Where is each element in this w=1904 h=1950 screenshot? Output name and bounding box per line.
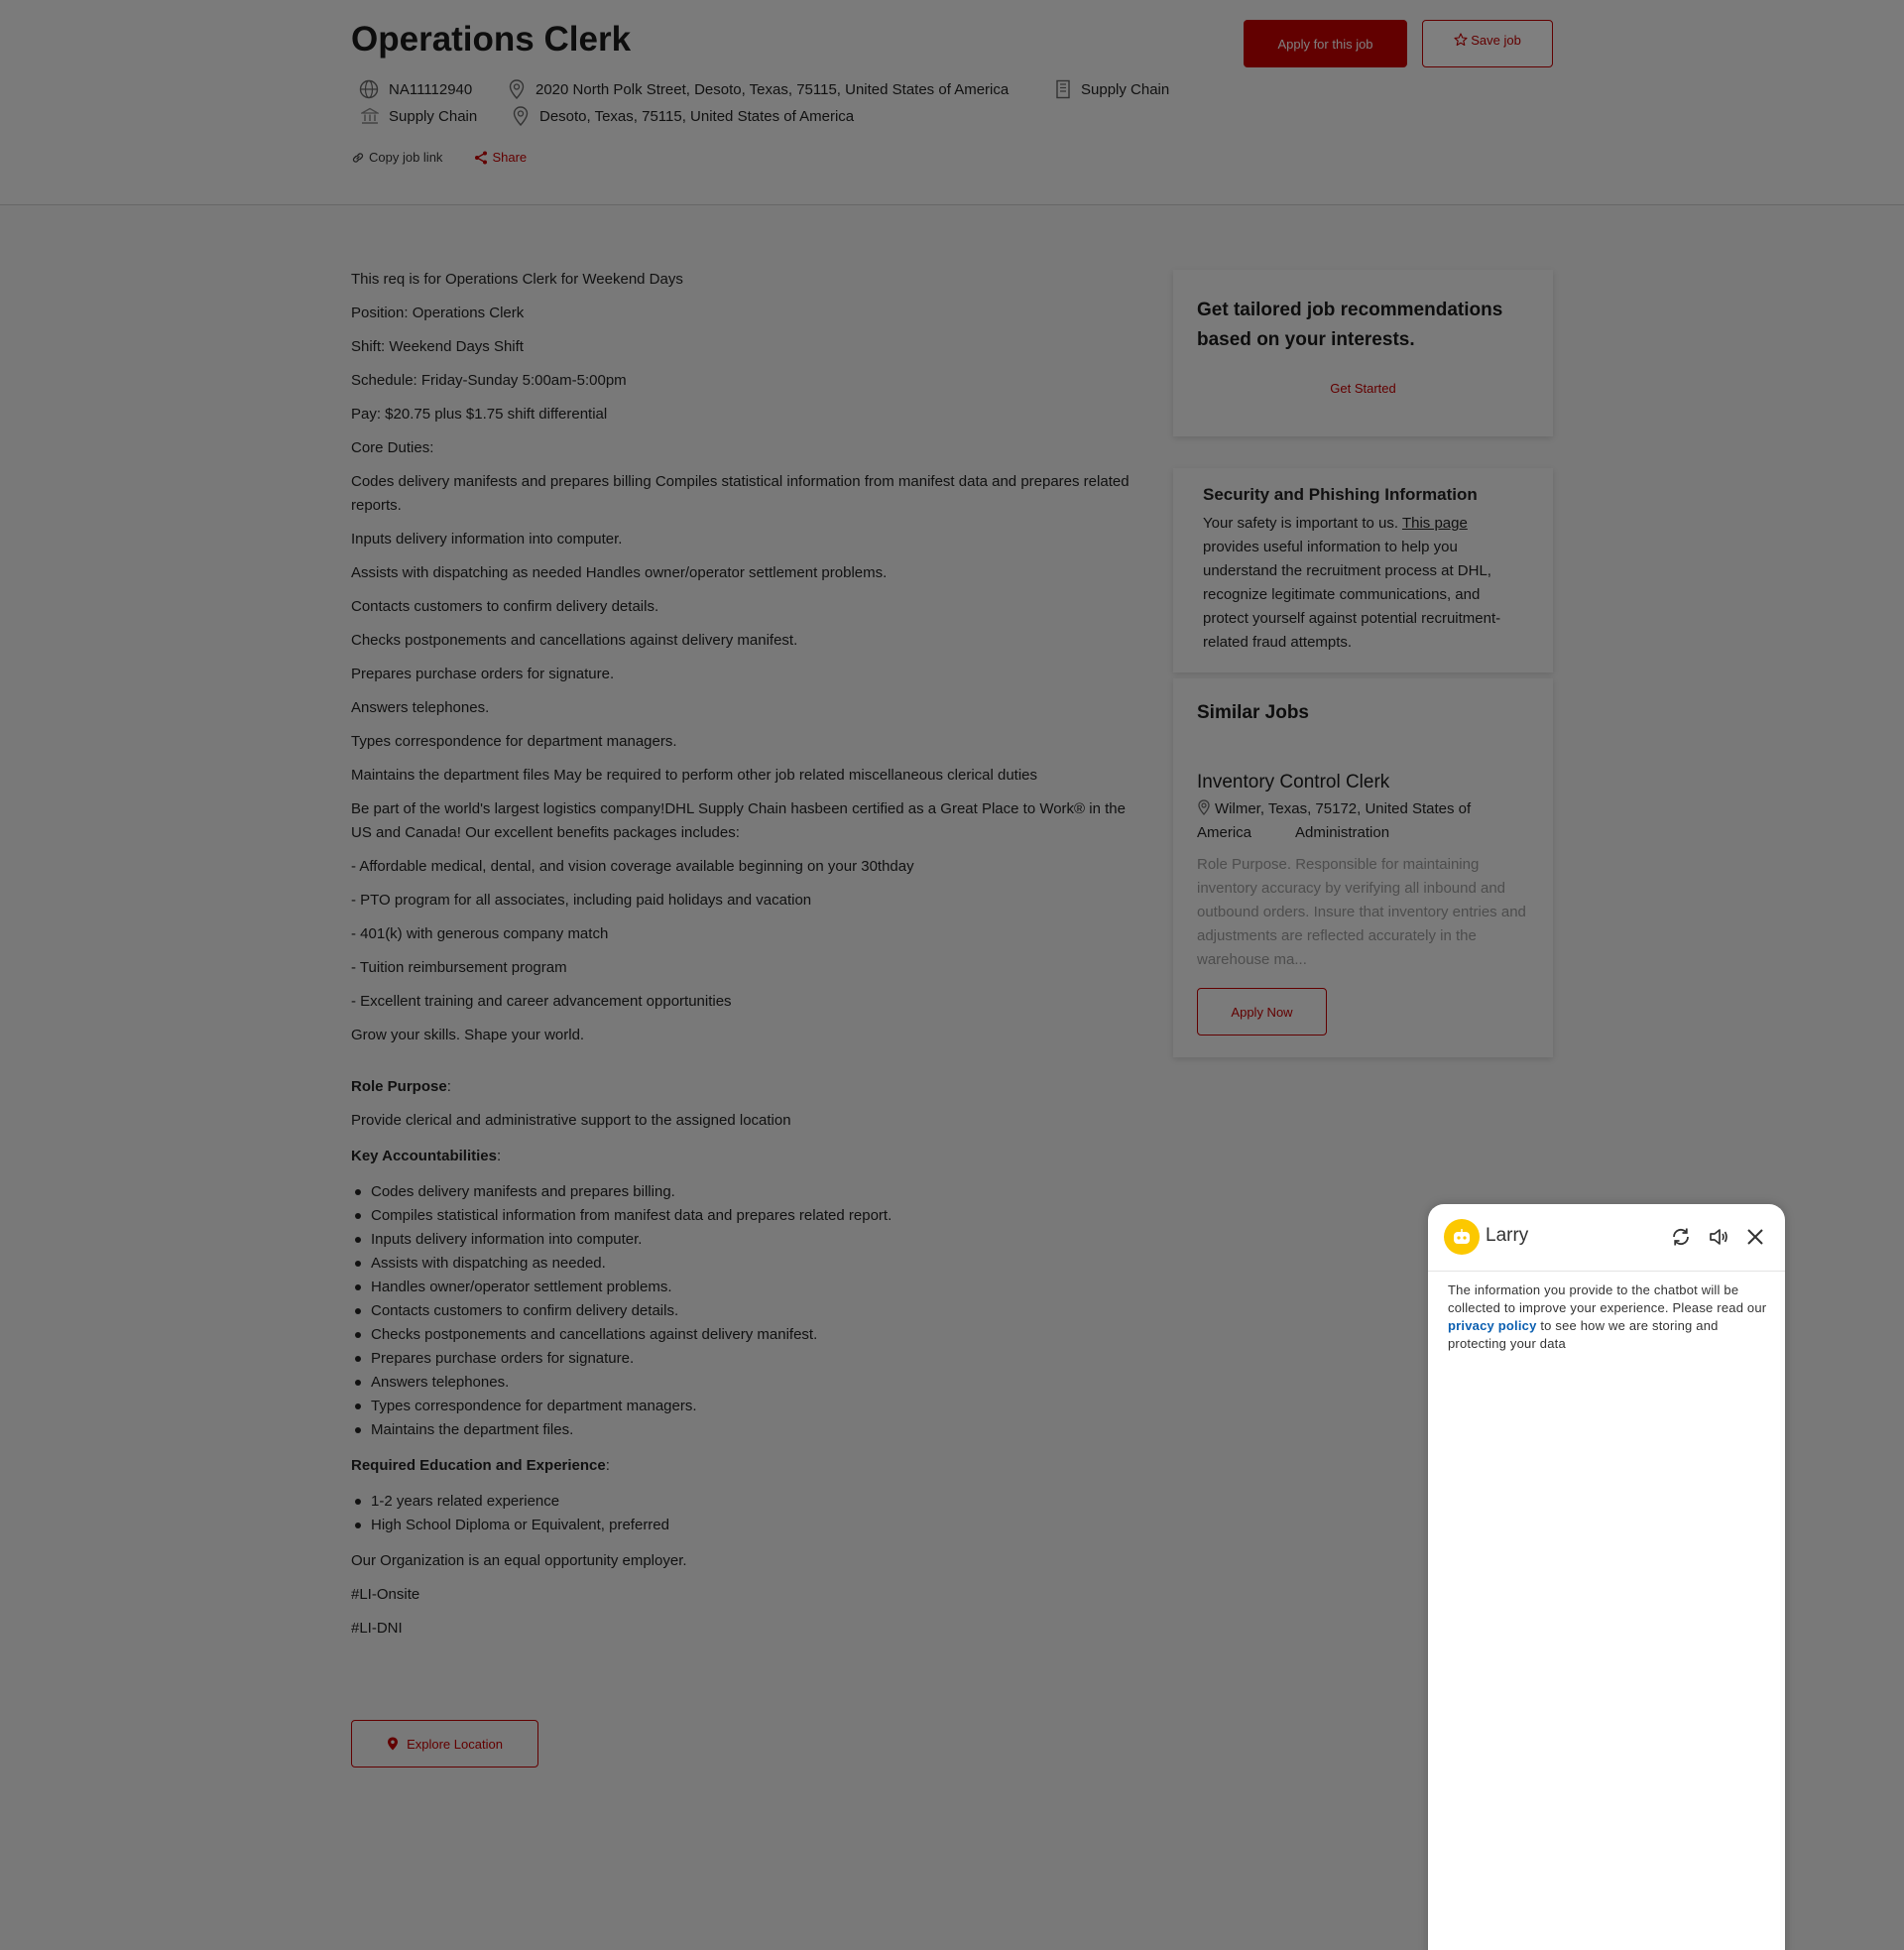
refresh-icon[interactable]: [1670, 1226, 1692, 1248]
chatbot-avatar: [1444, 1219, 1480, 1255]
chatbot-controls: [1654, 1226, 1765, 1248]
chatbot-header: [1428, 1204, 1785, 1272]
chatbot-name: Larry: [1486, 1225, 1529, 1246]
speaker-icon[interactable]: [1708, 1226, 1729, 1248]
chatbot-privacy-notice: [1448, 1281, 1770, 1353]
close-icon[interactable]: [1745, 1227, 1765, 1247]
privacy-policy-link[interactable]: privacy policy: [1448, 1318, 1537, 1333]
chatbot-panel: [1428, 1204, 1785, 1950]
notice-text-end: to see how we are storing and protecting your data: [1448, 1318, 1719, 1351]
robot-icon: [1452, 1228, 1472, 1246]
notice-text-start: The information you provide to the chatbot will be collected to improve your experience. Please read our: [1448, 1282, 1767, 1315]
